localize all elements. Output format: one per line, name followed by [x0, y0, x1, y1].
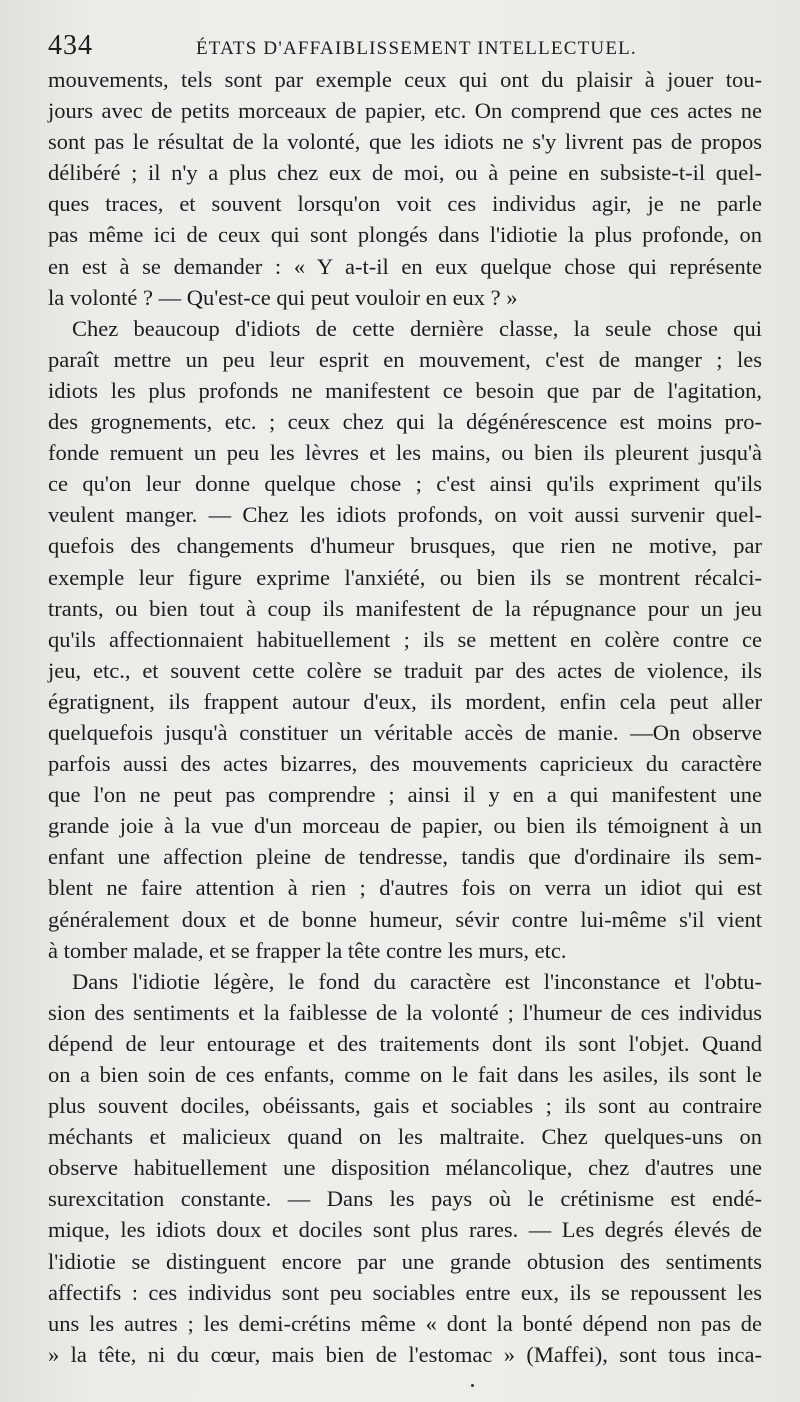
text-line: parfois aussi des actes bizarres, des mouvements capricieux du caractère: [48, 751, 762, 777]
text-line: ques traces, et souvent lorsqu'on voit ces individus agir, je ne parle: [48, 191, 762, 217]
text-line: délibéré ; il n'y a plus chez eux de moi, ou à peine en subsiste-t-il quel-: [48, 160, 762, 186]
text-line: à tomber malade, et se frapper la tête contre les murs, etc.: [48, 937, 567, 963]
text-line: veulent manger. — Chez les idiots profonds, on voit aussi survenir quel-: [48, 502, 762, 528]
text-line: jours avec de petits morceaux de papier, etc. On comprend que ces actes ne: [48, 98, 762, 124]
text-line: dépend de leur entourage et des traitements dont ils sont l'objet. Quand: [48, 1030, 762, 1056]
text-line: » la tête, ni du cœur, mais bien de l'estomac » (Maffei), sont tous inca-: [48, 1341, 762, 1367]
text-line: idiots les plus profonds ne manifestent ce besoin que par de l'agitation,: [48, 377, 762, 403]
text-line: fonde remuent un peu les lèvres et les mains, ou bien ils pleurent jusqu'à: [48, 440, 762, 466]
text-line: affectifs : ces individus sont peu sociables entre eux, ils se repoussent les: [48, 1279, 762, 1305]
page-number: 434: [48, 30, 93, 61]
text-line: ce qu'on leur donne quelque chose ; c'est ainsi qu'ils expriment qu'ils: [48, 471, 762, 497]
text-line: Dans l'idiotie légère, le fond du caractère est l'inconstance et l'obtu-: [72, 968, 762, 994]
text-line: que l'on ne peut pas comprendre ; ainsi il y en a qui manifestent une: [48, 782, 762, 808]
text-line: grande joie à la vue d'un morceau de papier, ou bien ils témoignent à un: [48, 813, 762, 839]
text-line: des grognements, etc. ; ceux chez qui la dégénérescence est moins pro-: [48, 409, 762, 435]
ink-dot: [471, 1384, 474, 1387]
text-line: égratignent, ils frappent autour d'eux, ils mordent, enfin cela peut aller: [48, 688, 762, 714]
text-line: trants, ou bien tout à coup ils manifestent de la répugnance pour un jeu: [48, 595, 762, 621]
text-line: exemple leur figure exprime l'anxiété, ou bien ils se montrent récalci-: [48, 564, 762, 590]
text-line: enfant une affection pleine de tendresse, tandis que d'ordinaire ils sem-: [48, 844, 762, 870]
text-line: surexcitation constante. — Dans les pays où le crétinisme est endé-: [48, 1186, 762, 1212]
text-line: paraît mettre un peu leur esprit en mouvement, c'est de manger ; les: [48, 346, 762, 372]
text-line: on a bien soin de ces enfants, comme on le fait dans les asiles, ils sont le: [48, 1062, 762, 1087]
text-line: sont pas le résultat de la volonté, que les idiots ne s'y livrent pas de propos: [48, 129, 762, 155]
text-line: généralement doux et de bonne humeur, sévir contre lui-même s'il vient: [48, 906, 762, 932]
text-line: quefois des changements d'humeur brusques, que rien ne motive, par: [48, 533, 762, 559]
text-line: blent ne faire attention à rien ; d'autres fois on verra un idiot qui est: [48, 875, 762, 901]
page-header: [48, 30, 762, 64]
body-text: [48, 64, 762, 1370]
text-line: qu'ils affectionnaient habituellement ; ils se mettent en colère contre ce: [48, 626, 762, 652]
text-line: la volonté ? — Qu'est-ce qui peut vouloir en eux ? »: [48, 284, 518, 310]
text-line: l'idiotie se distinguent encore par une grande obtusion des sentiments: [48, 1248, 762, 1274]
text-line: sion des sentiments et la faiblesse de la volonté ; l'humeur de ces individus: [48, 999, 762, 1025]
text-line: uns les autres ; les demi-crétins même « dont la bonté dépend non pas de: [48, 1310, 762, 1336]
text-line: pas même ici de ceux qui sont plongés dans l'idiotie la plus profonde, on: [48, 222, 762, 248]
text-line: quelquefois jusqu'à constituer un véritable accès de manie. —On observe: [48, 719, 762, 745]
text-line: plus souvent dociles, obéissants, gais et sociables ; ils sont au contraire: [48, 1093, 762, 1119]
text-line: observe habituellement une disposition mélancolique, chez d'autres une: [48, 1155, 762, 1181]
text-line: jeu, etc., et souvent cette colère se traduit par des actes de violence, ils: [48, 657, 762, 683]
text-line: méchants et malicieux quand on les maltraite. Chez quelques-uns on: [48, 1124, 762, 1150]
text-line: en est à se demander : « Y a-t-il en eux quelque chose qui représente: [48, 253, 762, 279]
text-line: mique, les idiots doux et dociles sont plus rares. — Les degrés élevés de: [48, 1217, 762, 1243]
running-head: ÉTATS D'AFFAIBLISSEMENT INTELLECTUEL.: [196, 38, 637, 59]
text-line: mouvements, tels sont par exemple ceux qui ont du plaisir à jouer tou-: [48, 67, 762, 92]
text-line: Chez beaucoup d'idiots de cette dernière classe, la seule chose qui: [72, 315, 762, 341]
